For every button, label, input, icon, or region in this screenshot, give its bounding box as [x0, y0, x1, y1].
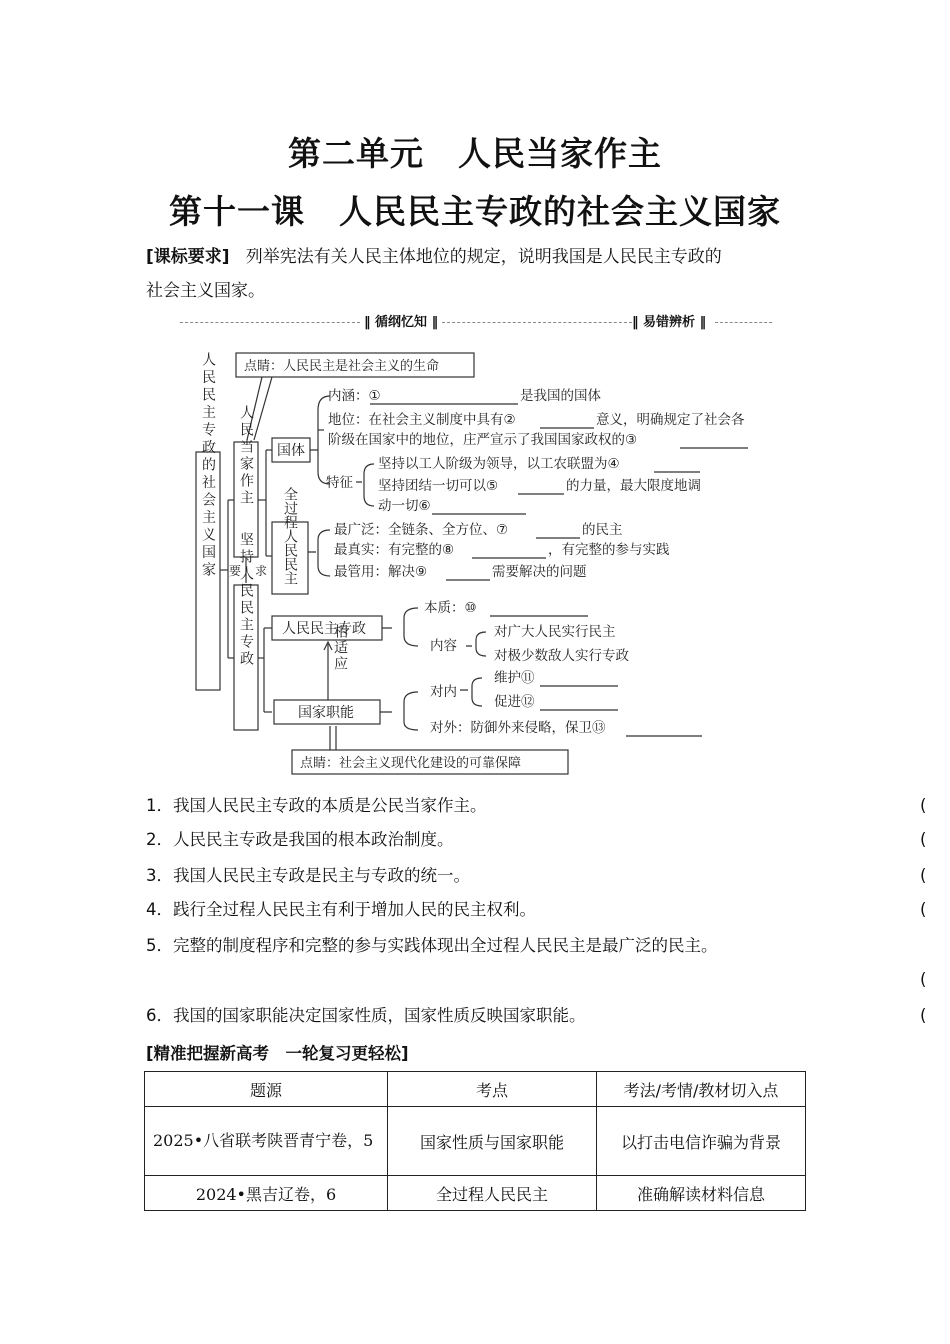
table-cell: 以打击电信诈骗为背景: [597, 1107, 806, 1176]
section-left-label: ‖ 循纲忆知 ‖: [364, 315, 439, 330]
guoti-label: 国体: [277, 443, 305, 459]
section-right-label: ‖ 易错辨析 ‖: [632, 315, 707, 330]
statement-3: 3．我国人民民主专政是民主与专政的统一。: [146, 866, 470, 885]
neirong: 内容: [430, 638, 457, 654]
duinei: 对内: [430, 684, 457, 700]
qgc-c-tail: 需要解决的问题: [492, 564, 587, 580]
req-label-2: 求: [255, 564, 268, 578]
neirong-1: 对广大人民实行民主: [494, 624, 616, 640]
tezheng: 特征: [326, 475, 353, 491]
qgc-b: 最真实：有完整的⑧: [334, 542, 455, 558]
table-row: [145, 1176, 806, 1211]
zhineng-label: 国家职能: [298, 705, 354, 721]
qgc-a-tail: 的民主: [582, 522, 623, 538]
table-row: [145, 1107, 806, 1176]
table-header: 考点: [388, 1072, 597, 1107]
note-bottom: 点睛：社会主义现代化建设的可靠保障: [300, 756, 522, 771]
statement-4: 4．践行全过程人民民主有利于增加人民的民主权利。: [146, 900, 536, 919]
table-cell: 国家性质与国家职能: [388, 1107, 597, 1176]
tezheng-2-tail: 的力量，最大限度地调: [566, 478, 701, 494]
statement-6: 6．我国的国家职能决定国家性质，国家性质反映国家职能。: [146, 1006, 586, 1025]
weihu: 维护⑪: [494, 670, 535, 686]
note-top: 点睛：人民民主是社会主义的生命: [244, 359, 440, 374]
answer-paren-2[interactable]: (: [920, 830, 927, 849]
lesson-title: 第十一课 人民民主专政的社会主义国家: [169, 192, 781, 231]
root-label: 人民民主专政的社会主义国家: [200, 352, 216, 580]
exam-section-title: [精准把握新高考 一轮复习更轻松]: [146, 1044, 409, 1063]
curriculum-line1: 列举宪法有关人民主体地位的规定，说明我国是人民民主专政的: [245, 247, 722, 267]
tezheng-1: 坚持以工人阶级为领导，以工农联盟为④: [378, 456, 620, 472]
qgc-c: 最管用：解决⑨: [334, 564, 428, 580]
branch2-label: 坚持人民民主专政: [238, 532, 254, 668]
duiwai: 对外：防御外来侵略，保卫⑬: [430, 720, 606, 736]
unit-title: 第二单元 人民当家作主: [288, 134, 662, 173]
curriculum-line2: 社会主义国家。: [146, 281, 265, 301]
table-header-row: [145, 1072, 806, 1107]
branch1-label: 人民当家作主: [238, 405, 254, 507]
qgc-b-tail: ，有完整的参与实践: [548, 542, 670, 558]
neihan: 内涵：①: [328, 388, 381, 404]
qgc-a: 最广泛：全链条、全方位、⑦: [334, 522, 509, 538]
table-cell: 全过程人民民主: [388, 1176, 597, 1211]
tezheng-2: 坚持团结一切可以⑤: [378, 478, 499, 494]
req-label-1: 要: [229, 564, 242, 578]
statement-2: 2．人民民主专政是我国的根本政治制度。: [146, 830, 454, 849]
curriculum-label: [课标要求]: [146, 247, 230, 267]
table-cell: 2024•黑吉辽卷，6: [145, 1176, 388, 1211]
zhuanzheng-label: 人民民主专政: [282, 621, 366, 637]
statement-1: 1．我国人民民主专政的本质是公民当家作主。: [146, 796, 487, 815]
diwei-1-tail: 意义，明确规定了社会各: [596, 412, 745, 428]
diwei-1: 地位：在社会主义制度中具有②: [328, 412, 516, 428]
exam-table: [144, 1071, 806, 1211]
table-cell: 2025•八省联考陕晋青宁卷，5: [145, 1107, 388, 1176]
benzhi: 本质：⑩: [424, 600, 477, 616]
answer-paren-4[interactable]: (: [920, 900, 927, 919]
statement-5: 5．完整的制度程序和完整的参与实践体现出全过程人民民主是最广泛的民主。: [146, 936, 718, 955]
xiangshiying-label: 相适应: [332, 624, 348, 672]
cujin: 促进⑫: [494, 694, 535, 710]
qgc-label: 全过程人民民主: [282, 487, 298, 585]
table-cell: 准确解读材料信息: [597, 1176, 806, 1211]
tezheng-3: 动一切⑥: [378, 498, 431, 514]
table-header: 题源: [145, 1072, 388, 1107]
answer-paren-5[interactable]: (: [920, 970, 927, 989]
table-header: 考法/考情/教材切入点: [597, 1072, 806, 1107]
diwei-2: 阶级在国家中的地位，庄严宣示了我国国家政权的③: [328, 432, 638, 448]
answer-paren-3[interactable]: (: [920, 866, 927, 885]
neirong-2: 对极少数敌人实行专政: [494, 648, 629, 664]
neihan-tail: 是我国的国体: [520, 388, 601, 404]
answer-paren-1[interactable]: (: [920, 796, 927, 815]
answer-paren-6[interactable]: (: [920, 1006, 927, 1025]
